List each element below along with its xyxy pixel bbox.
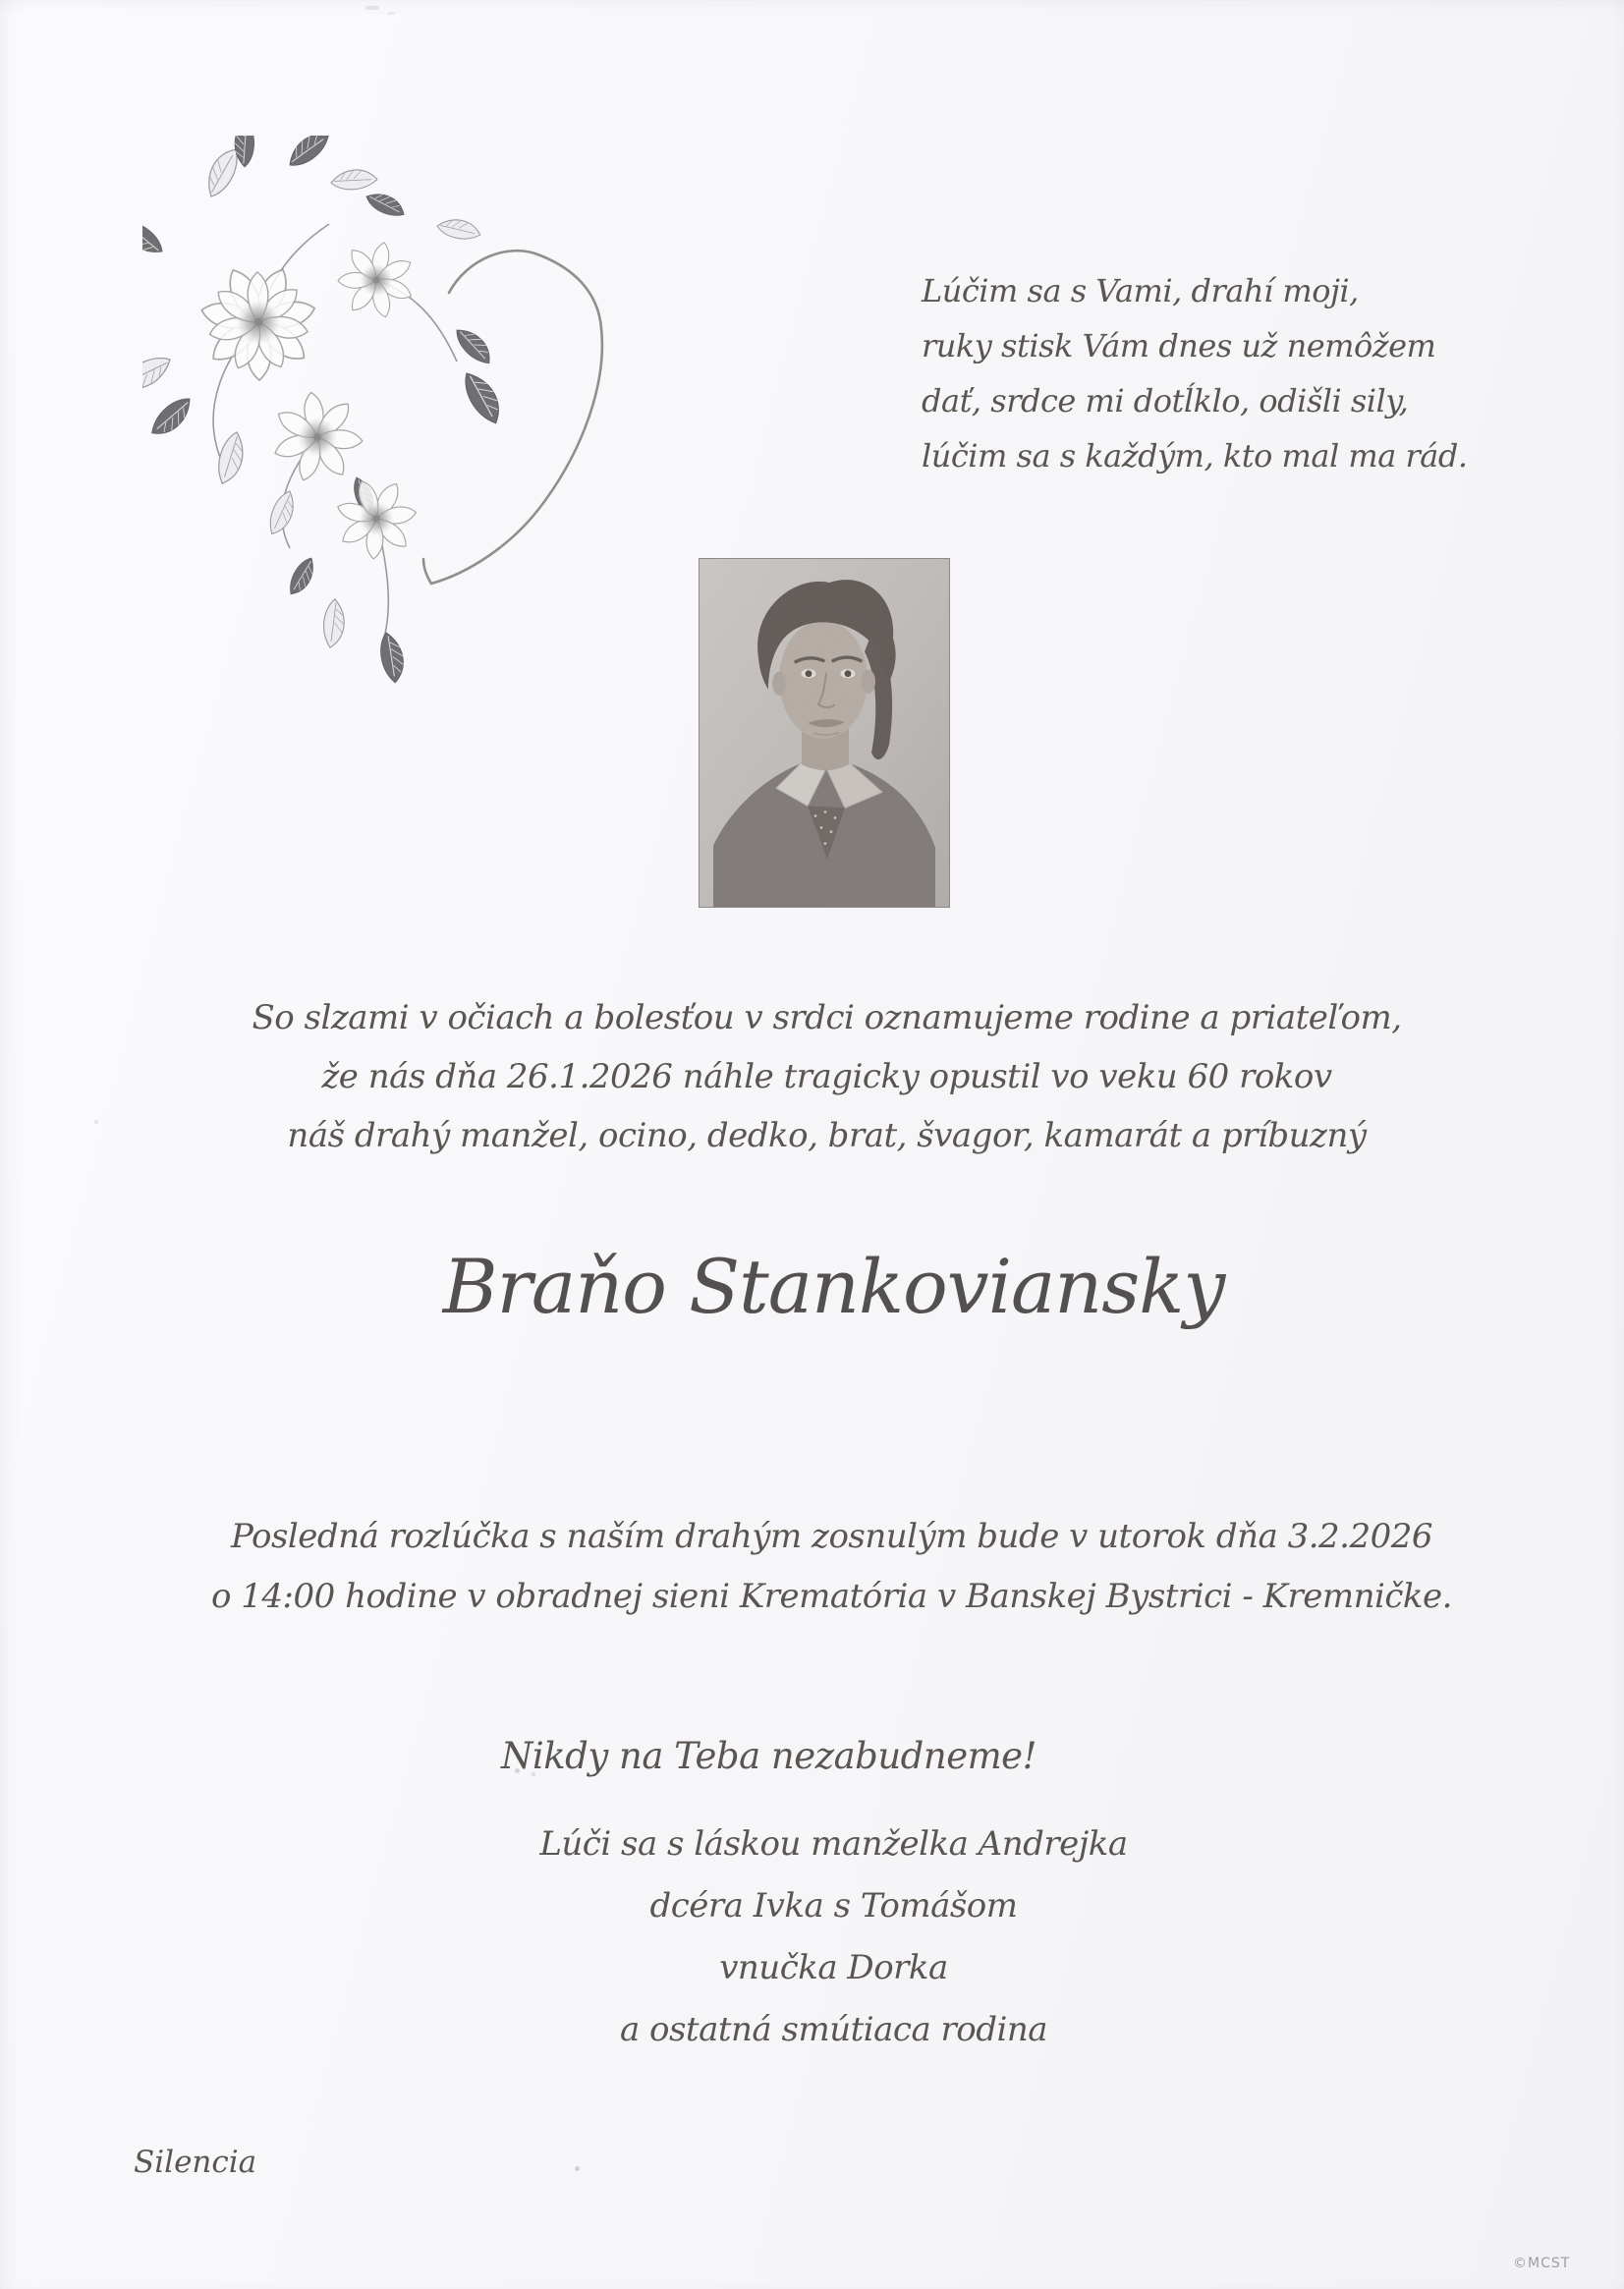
funeral-line: o 14:00 hodine v obradnej sieni Krematória v Banskej Bystrici - Kremničke. bbox=[211, 1577, 1452, 1616]
farewell-headline: Nikdy na Teba nezabudneme! bbox=[501, 1735, 1036, 1777]
farewell-poem bbox=[922, 263, 1468, 483]
family-line: Lúči sa s láskou manželka Andrejka bbox=[539, 1824, 1128, 1864]
announcement-line: náš drahý manžel, ocino, dedko, brat, švagor, kamarát a príbuzný bbox=[287, 1116, 1367, 1155]
scan-artifact bbox=[575, 2166, 580, 2171]
flowers bbox=[181, 235, 432, 574]
poem-line: Lúčim sa s Vami, drahí moji, bbox=[922, 272, 1359, 309]
portrait-illustration bbox=[700, 559, 949, 907]
heart-curve bbox=[423, 251, 602, 584]
family-line: dcéra Ivka s Tomášom bbox=[649, 1886, 1018, 1926]
announcement-line: že nás dňa 26.1.2026 náhle tragicky opustil vo veku 60 rokov bbox=[321, 1057, 1332, 1096]
death-announcement bbox=[29, 988, 1624, 1165]
funeral-details bbox=[39, 1507, 1624, 1627]
deceased-name: Braňo Stankoviansky bbox=[442, 1243, 1225, 1330]
floral-heart-decoration bbox=[142, 136, 639, 686]
deceased-photo bbox=[699, 558, 950, 908]
floral-heart-svg bbox=[142, 136, 639, 686]
funeral-home-brand: Silencia bbox=[134, 2145, 257, 2180]
poem-line: dať, srdce mi dotĺklo, odišli sily, bbox=[922, 382, 1409, 419]
poem-line: lúčim sa s každým, kto mal ma rád. bbox=[922, 437, 1468, 475]
mourning-family-list bbox=[43, 1814, 1624, 2061]
poem-line: ruky stisk Vám dnes už nemôžem bbox=[922, 327, 1436, 364]
scan-artifact bbox=[387, 12, 395, 15]
copyright-mark: ©MCST bbox=[1513, 2256, 1571, 2271]
family-line: vnučka Dorka bbox=[719, 1948, 948, 1987]
announcement-line: So slzami v očiach a bolesťou v srdci oznamujeme rodine a priateľom, bbox=[252, 998, 1402, 1037]
scan-artifact bbox=[365, 6, 379, 10]
family-line: a ostatná smútiaca rodina bbox=[619, 2010, 1048, 2049]
funeral-line: Posledná rozlúčka s naším drahým zosnulým bude v utorok dňa 3.2.2026 bbox=[231, 1517, 1432, 1556]
